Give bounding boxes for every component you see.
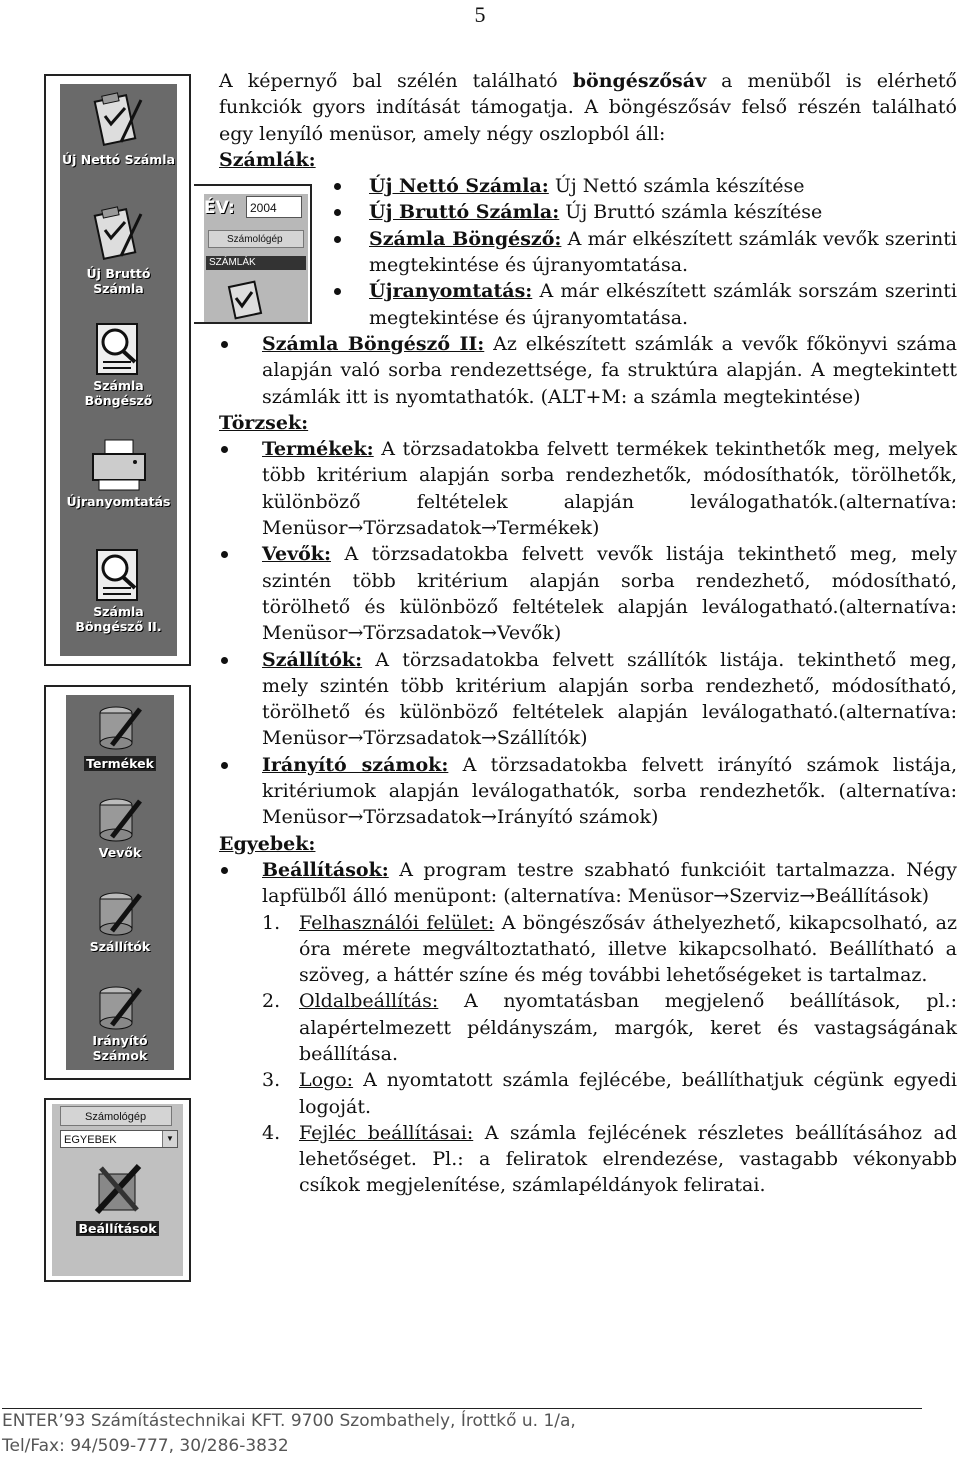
section-heading-szamlak: Számlák: xyxy=(219,148,316,171)
calculator-label: Számológép xyxy=(85,1111,147,1123)
term: Új Nettó Számla: xyxy=(369,175,549,198)
database-wrench-icon xyxy=(94,981,146,1033)
sidebar-item-label: Termékek xyxy=(86,756,154,771)
list-item xyxy=(219,436,957,541)
list-item xyxy=(219,647,957,752)
definition: A már elkészített számlák vevők szerinti megtekintése és újranyomtatása. xyxy=(369,227,957,277)
sidebar-item-iranyito-szamok[interactable] xyxy=(66,981,174,1063)
sidebar-item-uj-netto[interactable] xyxy=(60,90,177,167)
szamlak-list xyxy=(219,331,957,410)
page-number: 5 xyxy=(474,2,486,27)
sidebar-item-label: Új Bruttó Számla xyxy=(86,266,151,296)
calculator-label: Számológép xyxy=(227,234,283,245)
sidebar-item-label: Szállítók xyxy=(89,939,151,954)
footer-divider xyxy=(2,1408,922,1409)
item-number: 2. xyxy=(262,990,281,1013)
torzsek-list xyxy=(219,436,957,830)
sidebar-item-label: Irányító Számok xyxy=(92,1033,148,1063)
year-label: ÉV: xyxy=(204,198,235,218)
definition: A nyomtatott számla fejlécébe, beállíthatjuk cégünk egyedi logoját. xyxy=(299,1069,957,1118)
clipboard-icon xyxy=(91,90,147,152)
tools-icon xyxy=(89,1160,147,1218)
database-wrench-icon xyxy=(94,793,146,845)
definition: Az elkészített számlák a vevők főkönyvi száma alapján való sorba rendezettsége, fa struktúra alapján. A megtekintett számlák itt is nyomtathatók. (ALT+M: a számla megtekintése) xyxy=(262,332,957,408)
sidebar-item-uj-brutto[interactable] xyxy=(60,204,177,296)
sidebar-panel-szamlak xyxy=(44,74,191,666)
definition: A nyomtatásban megjelenő beállítások, pl.: alapértelmezett példányszám, margók, keret és vastagságának beállítása. xyxy=(299,990,957,1065)
calculator-button[interactable] xyxy=(60,1106,172,1126)
category-select-value: EGYEBEK xyxy=(64,1134,117,1146)
list-item xyxy=(219,752,957,831)
intro-paragraph xyxy=(219,68,957,147)
definition: A böngészősáv áthelyezhető, kikapcsolható, az óra mérete megváltoztatható, illetve kikapcsolható. Beállítható a szöveg, a háttér színe és még további lehetőségeket is tartalmaz. xyxy=(299,911,957,987)
category-select[interactable]: SZÁMLÁK xyxy=(206,256,306,270)
sidebar-item-label: Új Nettó Számla xyxy=(61,152,176,167)
intro-text: a menüből is elérhető funkciók gyors indítását támogatja. A böngészősáv felső részén található egy lenyíló menüsor, amely négy oszlopból áll: xyxy=(219,70,957,145)
sidebar-item-vevok[interactable] xyxy=(66,793,174,860)
sidebar-panel-torzsek xyxy=(44,685,191,1080)
numbered-item xyxy=(219,910,957,989)
section-heading-torzsek: Törzsek: xyxy=(219,411,309,434)
definition: A törzsadatokba felvett termékek tekinthetők meg, melyek több kritérium alapján sorba rendezhetők, módosíthatók, törölhetők, különböző feltételek alapján leválogathatók.(alternatíva: Menüsor→Törzsadatok→Termékek) xyxy=(262,438,957,540)
definition: A számla fejlécének részletes beállításához ad lehetőséget. Pl.: a feliratok elrendezése, vastagabb vékonyabb csíkok megjelenítése, számlapéldányok feliratai. xyxy=(299,1121,957,1197)
item-number: 3. xyxy=(262,1069,281,1092)
list-item xyxy=(219,278,957,331)
definition: A már elkészített számlák sorszám szerinti megtekintése és újranyomtatása. xyxy=(369,280,957,329)
database-wrench-icon xyxy=(94,887,146,939)
sidebar-item-beallitasok[interactable] xyxy=(52,1160,183,1237)
sidebar-item-label: Számla Böngésző II. xyxy=(75,604,162,634)
egyebek-list xyxy=(219,857,957,910)
szamlak-sublist xyxy=(219,173,957,331)
database-wrench-icon xyxy=(94,701,146,753)
sidebar-item-szamla-bongeszo[interactable] xyxy=(60,320,177,408)
term: Vevők: xyxy=(262,543,331,566)
footer-contact: Tel/Fax: 94/509-777, 30/286-3832 xyxy=(2,1436,289,1456)
sidebar-item-szamla-bongeszo-2[interactable] xyxy=(60,546,177,634)
sidebar-item-label: Újranyomtatás xyxy=(66,494,171,509)
magnifier-document-icon xyxy=(91,320,147,378)
section-heading-egyebek: Egyebek: xyxy=(219,832,316,855)
list-item xyxy=(219,173,957,199)
definition: Új Bruttó számla készítése xyxy=(559,201,823,224)
term: Logo: xyxy=(299,1069,354,1092)
list-item xyxy=(219,857,957,910)
footer-address: ENTER’93 Számítástechnikai KFT. 9700 Szombathely, Írottkő u. 1/a, xyxy=(2,1411,576,1431)
list-item xyxy=(219,199,957,225)
beallitasok-numbered-list xyxy=(219,910,957,1199)
term: Számla Böngésző II: xyxy=(262,332,485,355)
magnifier-document-icon xyxy=(91,546,147,604)
item-number: 4. xyxy=(262,1121,281,1144)
term: Irányító számok: xyxy=(262,753,449,776)
sidebar-item-szallitok[interactable] xyxy=(66,887,174,954)
clipboard-icon xyxy=(91,204,147,266)
category-select[interactable] xyxy=(60,1130,178,1148)
sidebar-item-termekek[interactable] xyxy=(66,701,174,772)
term: Újranyomtatás: xyxy=(369,280,533,303)
term: Oldalbeállítás: xyxy=(299,990,439,1013)
numbered-item xyxy=(219,1067,957,1120)
sidebar-item-ujranyomtatas[interactable] xyxy=(60,436,177,509)
sidebar-item-label: Vevők xyxy=(98,845,142,860)
sidebar-item-label: Beállítások xyxy=(78,1221,157,1236)
sidebar-panel-egyebek xyxy=(44,1098,191,1282)
term: Új Bruttó Számla: xyxy=(369,201,560,224)
intro-text: A képernyő bal szélén található xyxy=(219,70,573,92)
numbered-item xyxy=(219,988,957,1067)
numbered-item xyxy=(219,1120,957,1199)
main-content xyxy=(219,68,957,1199)
term: Szállítók: xyxy=(262,648,363,671)
definition: A törzsadatokba felvett vevők listája tekinthető meg, mely szintén több kritérium alapján sorba rendezhető, módosítható, törölhető és különböző feltételek alapján leválogatható.(alternatíva: Menüsor→Törzsadatok→Vevők) xyxy=(262,543,957,645)
chevron-down-icon: ▼ xyxy=(162,1131,177,1147)
list-item xyxy=(219,541,957,646)
sidebar-item-label: Számla Böngésző xyxy=(84,378,153,408)
term: Számla Böngésző: xyxy=(369,227,562,250)
definition: A törzsadatokba felvett szállítók listája. tekinthető meg, mely szintén több kritérium alapján sorba rendezhető, módosítható, törölhető és különböző feltételek alapján leválogatható.(alternatíva: Menüsor→Törzsadatok→Szállítók) xyxy=(262,648,957,750)
year-field[interactable]: 2004 xyxy=(246,196,302,218)
definition: A program testre szabható funkcióit tartalmazza. Négy lapfülből álló menüpont: (alternatíva: Menüsor→Szerviz→Beállítások) xyxy=(262,858,957,908)
intro-emphasis: böngészősáv xyxy=(572,70,707,92)
term: Fejléc beállításai: xyxy=(299,1121,474,1144)
list-item xyxy=(219,331,957,410)
list-item xyxy=(219,226,957,279)
printer-icon xyxy=(89,436,149,494)
term: Felhasználói felület: xyxy=(299,911,495,934)
definition: A törzsadatokba felvett irányító számok listája, kritériumok alapján leválogathatók, sorba rendezhetők. (alternatíva: Menüsor→Törzsadatok→Irányító számok) xyxy=(262,753,957,829)
term: Beállítások: xyxy=(262,858,389,881)
definition: Új Nettó számla készítése xyxy=(548,175,805,198)
term: Termékek: xyxy=(262,438,374,461)
item-number: 1. xyxy=(262,911,281,934)
